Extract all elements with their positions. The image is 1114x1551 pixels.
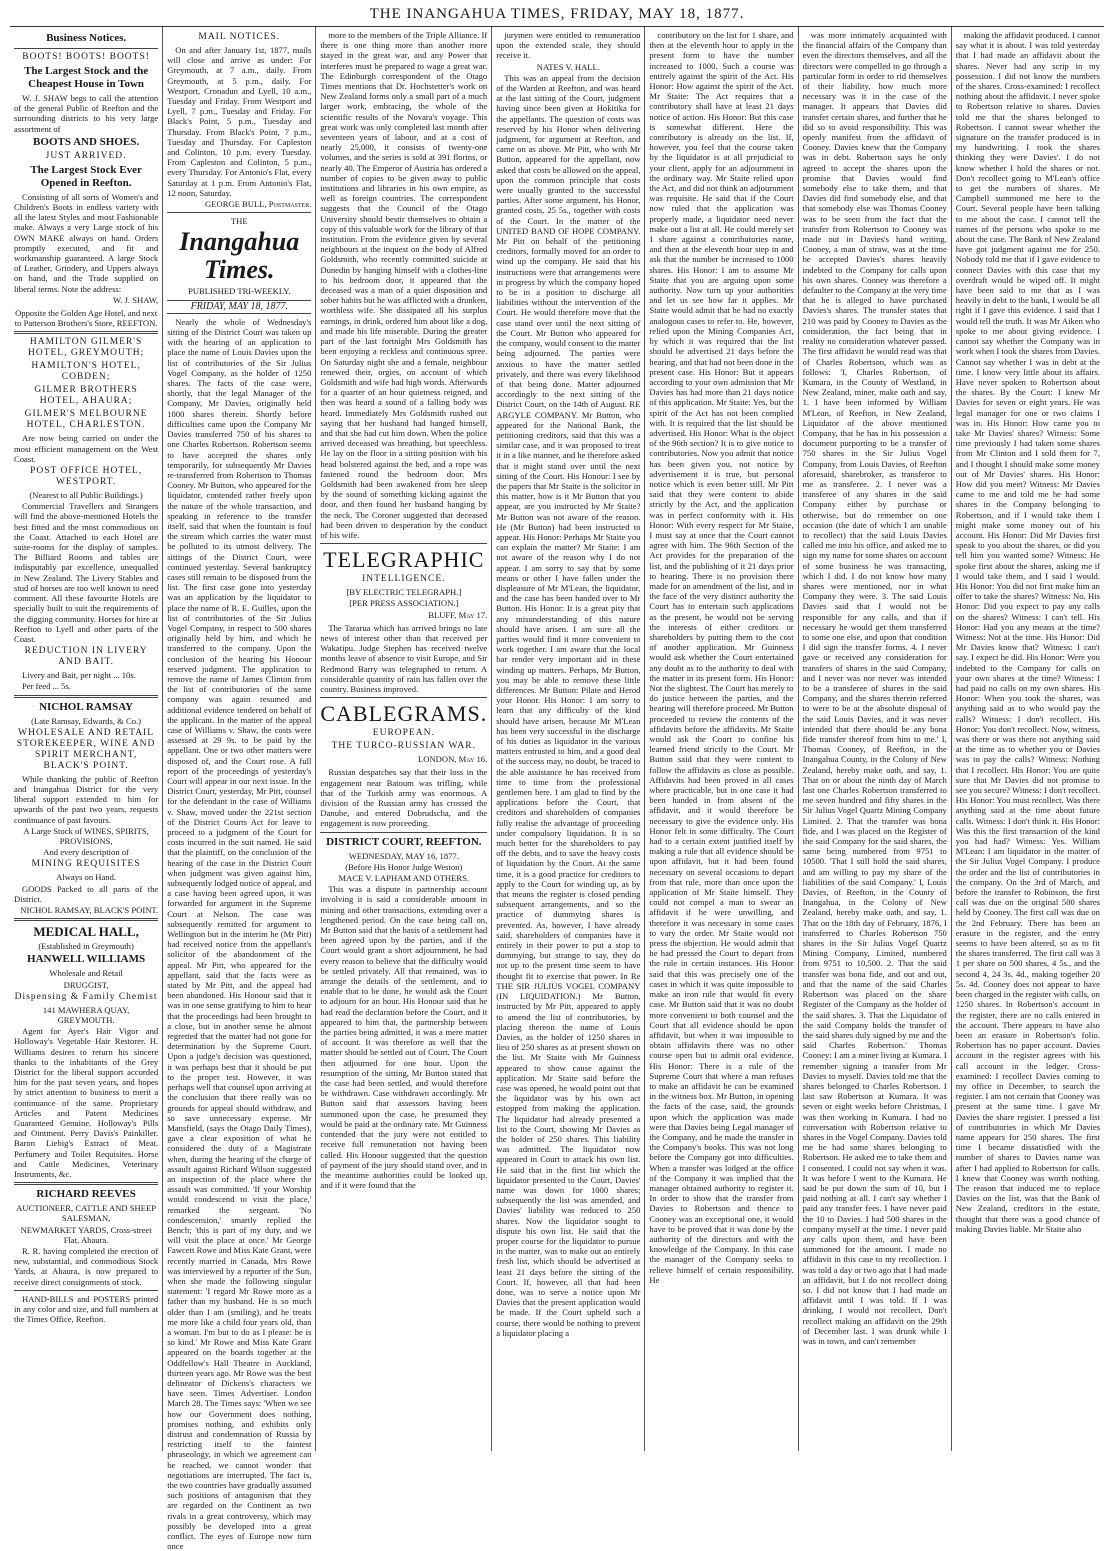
just-arrived: JUST ARRIVED. — [45, 150, 127, 161]
always-on-hand: Always on Hand. — [56, 872, 117, 883]
dispensing-chemist: Dispensing & Family Chemist — [14, 991, 158, 1002]
mining-requisites: MINING REQUISITES — [31, 859, 141, 870]
mail-signature: GEORGE BULL, Postmaster. — [205, 199, 312, 210]
paper-the: THE — [230, 216, 248, 227]
column-6 — [799, 27, 952, 1451]
court-text: This was a dispute in partnership account involving it is said a considerable amount in mining and other transactions, extending over a lengthened period. On the case being call on, Mr Button said that the basis of a settlement had been agreed upon by the parties, and if the Court would grant a short adjournment, he had every reason to believe that the difficulty would be settled privately. All that remained, was to arrange the details of the settlement, and to enable that to be done, he would ask the Court to adjourn for an hour. His Honour said that he had read the declaration before the Court, and it appeared to him that, the partnership between the parties being admitted, it was a mere matter of account. It was therefore as well that the matter should be settled out of Court. The Court then adjourned for one hour. Upon the resumption of the sitting, Mr Button stated that the case had been settled, and would therefore be withdrawn. Case withdrawn accordingly. Mr Button said that assessors having been summoned upon the case, he presumed they would be paid at the ordinary rate. Mr Guinness contended that the jury were not entitled to receive full remuneration not having been called. His Honour suggested that the question of payment of the jury should stand over, and in the meantime authorities could be looked up, and if it were found that the — [320, 884, 488, 1191]
london-date: LONDON, May 16. — [418, 754, 488, 765]
mail-notices-heading: MAIL NOTICES. — [198, 32, 281, 42]
telegraphic-heading: TELEGRAPHIC — [323, 547, 485, 573]
turco-russian-heading: THE TURCO-RUSSIAN WAR. — [331, 741, 476, 752]
court-date: WEDNESDAY, MAY 16, 1877. — [348, 850, 459, 861]
boots-title: BOOTS! BOOTS! BOOTS! — [22, 52, 150, 62]
shaw-text: W. J. SHAW begs to call the attention of the general Public of Reefton and the surrounding districts to his very large assortment of — [14, 93, 159, 134]
editorial-text: Nearly the whole of Wednesday's sitting of the District Court was taken up with the hearing of an application to place the name of Louis Davies upon the list of contributories of the Sir Julius Vogel Company, as the holder of 1250 shares. The facts of the case were, shortly, that the legal Manager of the Company, Mr Davies, originally held 1000 shares therein. Shortly before difficulties came upon the Company Mr Davies transferred 750 of his shares to one Charles Robertson. Robertson seems to have accepted the shares only temporarily, for subsequently Mr Davies re-transferred from Robertson to Thomas Cooney. Mr Button, who appeared for the liquidator, contended rather freely upon the nature of the whole transaction, and speaking in reference to the transfer itself, said that when the fountain is foul the stream which carries the water must be polluted to its utmost delivery. The sittings of the District Court, were continued yesterday. Several bankruptcy cases still remain to be disposed from the list. The first case gone into yesterday was an application by the liquidator to place the name of R. E. Guilles, upon the list of contributories of the Sir Julius Vogel Company, in respect to 500 shares originally held by him, and which he transferred to the company. Upon the conclusion of the hearing his Honour reserved judgment. The application to remove the name of James Clinton from the list of contributories of the same company was again resumed and additional evidence tendered on behalf of the applicant. In the matter of the appeal case of Williams v. Shaw, the costs were assessed at 29 9s. to be paid by the appellant. One or two other matters were disposed of, and the Court rose. A full report of the proceedings of yesterday's Court will appear in our next issue. In the District Court, yesterday, Mr Pitt, counsel for the defendant in the case of Williams v. Shaw, moved under the 221st section of the District Courts Act for leave to proceed to a judgment of the Court for costs incurred in the suit named. He said that the plaintiff, on the conclusion of the hearing of the case in the District Court when judgment was given against him, subsequently lodged notice of appeal, and a case having been agreed upon, it was forwarded for argument in the Supreme Court at Nelson. The case was subsequently remitted for argument to Wellington but in the interim he (Mr Pitt) had received notice from the appellant's solicitor of the abandonment of the appeal. Mr Pitt, who appeared for the appellant, said that the facts were as stated by Mr Pitt, and the appeal had been abandoned. His Honour said that it was in one sense gratifying to him to hear that the proceedings had been brought to a close, but in another sense he almost regretted that the matter had not gone for determination by the Supreme Court. Upon a judge's decision was questioned, it was perhaps best that it should be put to the proper test. However, it was perhaps well that counsel upon arriving at the conclusion that there really was no grounds for appeal should withdraw, and so save unnecessary expense. Mr Mansfield, (says the Otago Daily Times), gave a clear exposition of what he considered the duty of a Magistrate when, during the hearing of the charge of assault against Richard Wilson suggested an inspection of the place where the assault was committed. 'If your Worship would condescend to visit the place,' remarked the sergeant. 'No condescension,' smartly replied the Bench; 'this is part of my duty, and we will visit the place at once.' Mr George Fawcett Rowe and Miss Kate Grant, were recently married in Canada, Mrs Rowe was interviewed by a reporter of the Sun, when she made the following singular statement: 'I regard Mr Rowe more as a father than my husband. He is so much older than I am (smiling), and he treats me more like a child four years old, than a woman. I'm but to do as I please: he is so kind.' Mr Rowe and Miss Kate Grant appeared on the boards together at the Oddfellow's Hall Theatre in Auckland, thirteen years ago. Mr Rowe was the best delineator of Dickens's characters we have seen. Times Advertiser. London March 28. The Times says: 'When we see how our Government does nothing, promises nothing, and exhibits only distrust and condemnation of Russia by restricting itself to the faintest phraseology, in which we agreement can be reached, we cannot wonder that negotiations are interrupted. The fact is, the two countries have gradually assumed such positions of antagonism that they are regarded on the Continent as two rivals in a great controversy, which may possibly be developed into a great conflict. The eyes of Europe now turn once — [167, 316, 312, 1551]
ramsay-desc: And every description of — [43, 847, 129, 858]
livery-price: Livery and Bait, per night ... 10s. — [22, 670, 136, 681]
ramsay-late: (Late Ramsay, Edwards, & Co.) — [31, 715, 142, 726]
col4-text-b: This was an appeal from the decision of the Warden at Reefton, and was heard at the last sitting of the Court, judgment having since been given at Hokitika for the appellants. The question of costs was reserved by his Honor when delivering judgment, for argument at Reefton, and came on as above. Mr Pitt, who with Mr Button, appeared for the appellant, now asked that costs be allowed on the appeal, upon the common principle that costs were usually granted to the successful parties. After some argument, his Honor, granted costs, 25 5s., together with costs of the Court. In the matter of the UNITED BAND OF HOPE COMPANY. Mr Pitt on behalf of the petitioning creditors, formally moved for an order to wind up the company. He said that his instructions were that arrangements were in progress by which the company hoped to be in a position to discharge all liabilities without the intervention of the Court. He would therefore move that the case stand over until the next sitting of the Court. Mr Button who appeared for the company, would consent to the matter being adjourned. The parties were anxious to have the matter settled privately, and there was every likelihood of that being done. Matter adjourned accordingly to the next sitting of the District Court, on the 14th of August. RE ARGYLE COMPANY. Mr Button, who appeared for the National Bank, the petitioning creditors, said that this was a similar case, and it was proposed to treat it in a like manner, and he therefore asked that it might stand over until the next sitting of the Court. His Honour: I see by the papers that Mr Staite is the solicitor in this matter, how is it Mr Button that you appear, are you instructed by Mr Staite? Mr Button was not aware of the reason. He (Mr Button) had been instructed to appear. His Honor: Perhaps Mr Staite you can explain the matter? Mr Staite: I am not aware of the reason why I do not appear. I am sorry to say that by some means or other I have fallen under the displeasure of Mr M'Lean, the liquidator, and the case has been handed over to Mr Button. His Honor: It is a great pity that any misunderstanding of this nature should have arisen. I am sure all the parties would find it more convenient to work together. I am aware that the local bar render very important aid in these winding up matters. Perhaps, Mr Button, you may be able to remove these little differences. Mr Button: Pilate and Herod your Honor. His Honor: I am sorry to learn that any difficulty of the kind should have arisen, because Mr M'Lean has been very successful in the discharge of his duties as liquidator in the various matters entrusted to him, and a good deal of the success may, no doubt, be traced to the able assistance he has received from time to time from the professional gentlemen here. I am glad to find by the applications before the Court, that creditors and shareholders of companies fully realise the advantage of proceeding under compulsory liquidation. It is so much better for the shareholders to pay off the debts, and to save the heavy costs of liquidation by the Court. At the same time, it is a good practice for creditors to apply to the Court for winding up, as by that means the register is closed pending subsequent arrangements, and so the practice of dummying shares is prevented. As, however, I have already said, shareholders of companies have it entirely in their power to put a stop to dummying, but strange to say, they do not up to the present time seem to have thought fit to exercise that power. In Re THE SIR JULIUS VOGEL COMPANY (IN LIQUIDATION.) Mr Button, instructed by Mr Pitt, appeared to apply to amend the list of contributories, by placing thereon the name of Louis Davies, as the holder of 1250 shares in lieu of 250 shares as at present shown on the list. Mr Staite with Mr Guinness appeared to show cause against the application. Mr Staite said before the case was opened, he would point out that the liquidator was by his own act estopped from making the application. The liquidator had already presented a list to the Court, showing Mr Davies as the holder of 250 shares. This liability was admitted. The liquidator now appeared in Court to attack his own list. He said that in the first list which the liquidator presented to the Court, Davies' name was down for 1000 shares; subsequently the list was amended, and Davies' liability was reduced to 250 shares. Now the liquidator sought to dispute his own list. He said that the proper course for the liquidator to pursue in the matter, was to make out an entirely fresh list, which should be advertised at least 21 days before the sitting of the Court. If, however, all that had been done, was to serve a notice upon Mr Davies that the present application would be made. If the Court upheld such a course, there would be nothing to prevent a liquidator placing a — [496, 72, 641, 1338]
case-nates-hall: NATES V. HALL. — [536, 61, 600, 72]
paper-title: Inangahua Times. — [179, 227, 300, 285]
column-2 — [163, 27, 316, 1551]
bluff-date: BLUFF, May 17. — [428, 609, 488, 620]
russian-text: Russian despatches say that their loss in the engagement near Batoum was trifling, while that of the Turkish army was enormous. A division of the Russian army has crossed the Danube, and entered Dobrudscha, and the engagement is now proceeding. — [320, 767, 488, 829]
shaw-body: Consisting of all sorts of Women's and Children's Boots in endless variety with all the latest Styles and most Fashionable make. Always a very Large stock of his OWN MAKE always on hand. Orders promptly executed, and fit and workmanship guaranteed. A large Stock of Leather, Grindery, and Uppers always on hand, and the Trade supplied on liberal terms. Note the address: — [14, 191, 159, 294]
ramsay-body: While thanking the public of Reefton and Inangahua District for the very liberal support extended to him for upwards of the past two years, requests continuance of past favours. — [14, 773, 159, 825]
col6-text: was more intimately acquainted with the financial affairs of the Company than even the directors themselves, and all the directors were compelled to go through a particular form in order to rid themselves of their liability, how much more necessary was it in the case of the manager. It appears that Davies did transfer certain shares, and further that he did so to avoid responsibility. This was openly manifest from the affidavit of Cooney. Davies knew that the Company was in debt. Robertson says he only agreed to accept the shares upon the promise that Davies would find somebody else to take them, and that Davies did find somebody else, and that that somebody else was Thomas Cooney was to be seen from the fact that the transfer from Robertson to Cooney was made out in Davies's hand writing. Cooney, a man of straw, was at the time he accepted Davies's shares heavily indebted to the Company for calls upon his own shares. Cooney was therefore a defaulter to the Company at the very time that he is alleged to have purchased Davies's shares. The transfer states that 210 was paid by Cooney to Davies as the consideration, the fact being that in reality no consideration whatever passed. The first affidavit he would read was that of Charles Robertson, which was as follows: 'I, Charles Robertson, of Kumara, in the County of Westland, in New Zealand, miner, make oath and say, 1. I have been informed by William M'Lean, of Reefton, in New Zealand, Liquidator of the above mentioned Company, that he has in his possession a document purporting to be a transfer of 750 shares in the Sir Julius Vogel Company, from Louis Davies, of Reefton aforesaid, sharebroker, as transferor to me as transferee. 2. I never was a transferee of any shares in the said Company either by purchase or otherwise, but do remember on one occasion (the date of which I am unable to recollect) that the said Louis Davies called me into his office, and asked me to sign my name for some shares on account of some business he was transacting, which I did. I do not know how many shares were mentioned, nor in what Company they were. 3. The said Louis Davies said that I would not be responsible for any calls, and that if necessary he would get them transferred to some one else, and upon that condition I did sign the transfer forms. 4. I never gave or received any consideration for transfers of shares in the said Company, and I never was nor never was intended to be a transferee of shares in the said Company, and the shares therein referred to were to be at the absolute disposal of the said Louis Davies, and it was never intended that there should be any bona fide transfer thereof from him to me.' I, Thomas Cooney, of Reefton, in the Inangahua County, in the Colony of New Zealand, hereby make oath, and say, 1. That on or about the ninth day of March last one Charles Robertson transferred to me seven hundred and fifty shares in the Sir Julius Vogel Quartz Mining Company Limited. 2. That the transfer was bona fide, and I was placed on the Register of the said Company for the said shares, the same being numbered from 9751 to 10500. 'That I still hold the said shares, and am willing to pay my share of the liabilities of the said Company.' I, Louis Davies, of Reefton, in the County of Inangahua, in the Colony of New Zealand, hereby make oath, and say, 1. That on the 18th day of February, 1876, I transferred to Charles Robertson 750 shares in the Sir Julius Vogel Quartz Mining Company, Limited, numbered from 9751 to 10,500. 2. That the said transfer was bona fide, and out and out, and that the name of the said Charles Robertson was placed on the share Register of the Company as the holder of the said shares. 3. That the Liquidator of the said Company holds the transfer of the said shares duly signed by me and the said Charles Robertson.' Thomas Cooney: I am a miner living at Kumara. I remember signing a transfer from Mr Davies to myself. Davies told me that the shares belonged to Charles Robertson. I last saw Robertson at Kumara. It was seven or eight weeks before Christmas, I was then working in Kumara. I had no conversation with Robertson relative to shares in the Vogel Company. Davies told me he had some shares belonging to Robertson. He asked me to take them and I consented. I could not say when it was. It was before I went to the Kumara. He said he put down the sum of 10, but I paid nothing at all. I can't say whether I paid any transfer fees. I have never paid the 10 to Davies. I had 500 shares in the company myself at the time. I never paid any calls upon them, and have been summoned for the amount. I made no affidavit in this case to my recollection. I was told a day or two ago that I had made an affidavit, but I do not recollect doing so. I did not know that I had made an affidavit until I was told. If I was drinking, I would not recollect. Don't recollect making an affidavit on the 29th of December last. I was drunk while I was in town, and can't remember — [802, 30, 947, 1346]
druggist: DRUGGIST, — [63, 979, 109, 990]
ramsay-signature: NICHOL RAMSAY, BLACK'S POINT. — [20, 904, 159, 915]
shaw-address: Opposite the Golden Age Hotel, and next to Patterson Brothers's Store, REEFTON. — [14, 308, 158, 329]
hamilton-hotel: HAMILTON GILMER'S HOTEL, GREYMOUTH; — [27, 337, 145, 359]
gilmer-melbourne-hotel: GILMER'S MELBOURNE HOTEL, CHARLESTON. — [24, 409, 148, 431]
feed-price: Per feed ... 5s. — [22, 681, 71, 692]
column-1 — [10, 27, 163, 1451]
goods-packed: GOODS Packed to all parts of the District. — [14, 883, 159, 904]
col5-text: contributory on the list for 1 share, and then at the eleventh hour to apply in the present form to have the number increased to 1000. Such a course was entirely against the spirit of the Act. His Honor: How against the spirit of the Act. Mr Staite: The Act requires that a contributory shall have at least 21 days notice of action. His Honor: But this case is somewhat different. Here the contributory is already on the list. If, however, you feel that the course taken by the liquidator is at all prejudicial to your client, apply for an adjournment in the ordinary way. Mr Staite relied upon the Act, and did not think an adjournment was requisite. He said that if the Court now ruled that the application was properly made, a liquidator need never make out a list at all. He could merely set 1 share against a contributories name, and then at the eleventh hour step in and ask that the number be increased to 1000 shares. His Honor: I am to assume Mr Staite that you are arguing upon some authority. Now turn up your authorities and let us see how far it applies. Mr Staite would admit that he had no exactly analogous cases to refer to. He, however, relied upon the Mining Companies Act, by which it was required that the list should be advertised 21 days before the hearing, and that had not been done in the present case. His Honor: But it appears according to your own admission that Mr Davies has had more than 21 days notice of this application. Mr Staite: Yes, but the spirit of the Act has not been complied with. It is required that the list should be advertised. His Honor: What is the object of the 96th section? It is to give notice to contributories. Now you admit that notice has been given you, not notice by advertisement it is true, but personal notice which is even better still. Mr Pitt said that they were content to abide strictly by the Act, and the application was in perfect conformity with it. His Honor: With every respect for Mr Staite, I must say at once that the Court cannot agree with him. The 96th Section of the Act provides for the preparation of the list, and the publishing of it 21 days prior to hearing. There is no provision there made for an amendment of the list, and in the face of the very distinct authority the Court has to entertain such applications as the present, he would not be serving the interests of either creditors or shareholders by putting them to the cost of another application. Mr Guinness would ask whether the Court entertained any doubt as to the authority to deal with the matter in its present form. His Honor: Not the slightest. The Court has merely to do justice between the parties, and the hearing will therefore proceed. Mr Button proceeded to review the contents of the affidavits before the affidavits. Mr Staite would ask the Court to confine his learned friend strictly to the Court. Mr Button said that they were content to follow the affidavits as close as possible. Affidavits had been proved in all cases where practicable, but in one case it had been handed in from absent of the affidavit, and it would therefore be necessary to give the evidence only. His Honor felt in some difficulty. The Court had to a certain extent justified itself by making a rule that all evidence should be upon affidavit, but it had been found necessary on several occasions to depart from that rule, more than once upon the application of Mr Staite himself. They could not compel a man to swear an affidavit if he were unwilling, and therefore it was necessary in some cases to vary the order. Mr Staite would not press the objection. He would admit that he had pressed the Court to depart from the rule in certain instances. His Honor said that this was precisely one of the cases in which it was quite impossible to make an iron rule that would fit every case. Mr Button said that it was no doubt more convenient to both counsel and the Court that all evidence should be upon affidavit, but when it was impossible to obtain affidavits there was no other course open but to admit oral evidence. His Honor: There is a rule of the Supreme Court that where a man refuses to make an affidavit he can be examined in the witness box. Mr Button, in opening the facts of the case, said, the grounds upon which the application was made were that Davies being Legal manager of the Company, and he made the transfer in the Company's books. This was not long before the Company got into difficulties. When a transfer was lodged at the office of the Company it was implied that the manager obtained authority to register it. In order to show that the transfer from Davies to Robertson and thence to Cooney was an exceptional one, it would have to be proved that it was done by the authority of the directors and with the knowledge of the Company. In this case the manager of the Company seeks to relieve himself of certain responsibility. He — [649, 30, 794, 1285]
gilmer-brothers-hotel: GILMER BROTHERS HOTEL, AHAURA; — [34, 385, 138, 407]
hanwell-williams: HANWELL WILLIAMS — [27, 953, 146, 966]
reeves-role: AUCTIONEER, CATTLE AND SHEEP SALESMAN, — [16, 1203, 157, 1224]
column-5 — [645, 27, 798, 1451]
shaw-name: W. J. SHAW, — [112, 294, 159, 305]
boots-shoes-heading: BOOTS AND SHOES. — [33, 135, 140, 148]
by-telegraph: [BY ELECTRIC TELEGRAPH.] — [346, 587, 462, 598]
column-7 — [952, 27, 1104, 1451]
medical-body: Agent for Ayer's Hair Vigor and Holloway's Vegetable Hair Restorer. H. Williams desires to return his sincere thanks to the inhabitants of the Grey District for the liberal support accorded him for the past seven years, and hopes by strict attention to business to merit a continuance of the same. Proprietary Articles and Patent Medicines Guaranteed Genuine. Holloway's Pills and Ointment. Perry Davis's Painkiller. Baron Liebig's Extract of Meat. Perfumery and Toilet Requisites. Horse and Cattle Medicines, Veterinary Instruments, &c. — [14, 1026, 159, 1180]
post-office-note: (Nearest to all Public Buildings.) — [29, 490, 143, 501]
col4-text-a: jurymen were entitled to remuneration upon the extended scale, they should receive it. — [496, 30, 641, 61]
ramsay-stock: A Large Stock of WINES, SPIRITS, PROVISIONS, — [23, 825, 149, 846]
mail-body: On and after January 1st, 1877, mails will close and arrive as under: For Greymouth, at 7 a.m., daily. From Greymouth, at 5 p.m., daily. For Westport, Cronadun and Lyell, 10 a.m., Tuesday and Friday. From Westport and Lyell, 7 p.m., Tuesday and Friday. For Black's Point, 5 p.m., Tuesday and Thursday. From Black's Point, 7 p.m., Tuesday and Thursday. For Capleston and Colinton, 10 p.m. every Tuesday. From Capleston and Colinton, 5 p.m., every Thursday. For Antonio's Flat, every Saturday at 1 p.m. From Antonio's Flat, 12 noon, Saturday. — [167, 45, 312, 198]
reeves-place: NEWMARKET YARDS, Cross-street Flat, Ahaura. — [20, 1224, 152, 1245]
post-office-body: Commercial Travellers and Strangers will find the above-mentioned Hotels the best fitted and the most commodious on the Coast. Attached to each Hotel are suite-rooms for the display of samples. The Billiard Rooms and tables are indisputably par excellence, unequalled in New Zealand. The Livery Stables and stud of horses are too well known to need comment. All these favourite Hotels are specially built to suit the requirements of the digging community. Horses for hire at Reefton to Lyell and other parts of the Coast. — [14, 501, 159, 644]
editorial-dateline: FRIDAY, MAY 18, 1877. — [167, 300, 311, 314]
medical-sub: (Established in Greymouth) — [38, 941, 134, 952]
press-association: [PER PRESS ASSOCIATION.] — [349, 598, 459, 609]
ramsay-trade: WHOLESALE AND RETAIL STOREKEEPER, WINE AND SPIRIT MERCHANT, BLACK'S POINT. — [16, 727, 156, 771]
masthead: THE INANGAHUA TIMES, FRIDAY, MAY 18, 1877. — [369, 6, 745, 22]
col3-text-top: more to the members of the Triple Alliance. If there is one thing more than another more stayed in the great war, and any Power that interferes must be prepared to wage a great war. The Edinburgh correspondent of the Otago Times mentions that Dr. Hochstetter's work on New Zealand forms only a small part of a much larger work, embracing, the whole of the scientific results of the Novara's voyage. This great work was only completed last month after seventeen years of labour, and at a cost of nearly 25,000, it consists of twenty-one volumes, and the series is sold at 391 florins, or nearly 40. The Emperor of Austria has ordered a number of copies to be given away to public institutions and libraries in his own empire, as well as foreign countries. The correspondent suggests that the Council of the Otago University should bestir themselves to obtain a copy of this valuable work for the library of that institution. From the evidence given by several neighbours at the inquest on the body of Alfred Goldsmith, who recently committed suicide at Dunedin by hanging himself with a clothes-line to his bedroom door, it appeared that the deceased was a man of a quiet disposition and sober habits but he was afflicted with a drunken, worthless wife. She dissipated all his surplus earnings, in drink, ordered him about like a dog, and made his life miserable. During the greater part of the last fortnight Mrs Goldsmith has been enjoying a reckless and continuous spree. On Saturday night she and a female, neighbour renewed their, orgies, on account of which Goldsmith and wife had high words. Afterwards for a quarter of an hour quietness reigned, and then was heard a sound of a falling body was heard. Immediately Mrs Goldsmith rushed out saying that her husband had hanged himself, and that she had cut him down. When the police arrived deceased was breathing, but speechless. He lay on the floor in a sitting position with his head bolstered against the bed, and a rope was fastened round the bedroom door. Mrs Goldsmith had been awakened from her sleep by the sound of something kicking against the door, and then found her husband hanging by the neck. The Coroner suggested that deceased had been driven to desperation by the conduct of his wife. — [320, 30, 488, 540]
european-heading: EUROPEAN. — [372, 728, 435, 739]
case-mace-lapham: MACE V. LAPHAM AND OTHERS. — [338, 873, 470, 884]
wholesale-retail: Wholesale and Retail — [49, 968, 123, 979]
published-tri-weekly: PUBLISHED TRI-WEEKLY. — [188, 286, 291, 297]
col7-text: making the affidavit produced. I cannot say what it is about. I was told yesterday that I had made an affidavit about the shares. Never had any scrip in my possession. I did not know the numbers of the shares. Cross-examined: I recollect nothing about the affidavit. I never spoke to Robertson relative to shares. Davies told me that the shares belonged to Robertson. I cannot swear whether the signature on the transfer produced is in my handwriting. I took the shares thinking they were Davies'. I do not know whether I hold the shares or not. Don't recollect going to M'Lean's office to get the numbers of shares. Mr Campbell summoned me here to the Court. Several people have been talking to me about the case. I cannot tell the names of the persons who spoke to me about the case. The Bank of New Zealand have got judgment against me for 250. Nobody told me that if I gave evidence to connect Davies with this case that my overdraft would be wiped off. It might have been said to me that as I was heavily in debt to the bank, I would be all right if I gave this evidence. I said that I would tell the truth. It was Mr Aiken who spoke to me about giving evidence. I cannot say whether the Company was in work when I took the shares from Davies. Cannot say whether I was in debt at the time. I know very little about its affairs. Have never spoken to Robertson about the shares. By the Court: I knew Mr Davies for seven or eight years. He was legal manager for one or two claims I was in. His Honor: How came you to take Mr Davies' shares? Witness: Some time previously I had taken some shares from Mr Clinton and I sold them for 7, and I thought I should make some money out of Mr Davies' shares. His Honor: How did you meet? Witness: Mr Davies came to me and told me he had some shares in the Company belonging to Robertson, and if I would take them I might make some money out of his account. His Honor: Did Mr Davies first speak to you about the shares, or did you tell him you wanted some? Witness: He spoke first about the shares, asking me if I would take them, and I said I would. His Honor: You did not first make him an offer to take the shares? Witness: No. His Honor: Did you expect to pay any calls on the shares? Witness: I can't tell. His Honor: Had you any means at the time? Witness: Not at the time. His Honor: Did Mr Davies know that? Witness: I can't say. I expect he did. His Honor: Were you indebted to the Company for calls on your own shares at the time? Witness: I had paid no calls on my own shares. His Honor: When you took the shares, was anything said as to who would pay the calls? Witness: I don't recollect. His Honor: You don't recollect. Now, witness, was there or was there not anything said at the time as to whether you or Davies was to pay the calls? Witness: Nothing that I recollect. His Honor: You are quite sure that Mr Davies did not promise to see you secure? Witness: I don't recollect. His Honor: You must recollect. Was there anything said at the time about future calls. Witness: I don't think it. His Honor: Was this the first transaction of the kind you had had? Witness: Yes. William M'Lean: I am liquidator in the matter of the Sir Julius Vogel Company. I produce the order and the list of contributories in the company. On the 3rd of March, and before the transfer to Robinson, the first call was due on the original 500 shares held by Cooney. The first call was due on the 2nd February. There has been an erasure in the register, and the entry seems to have been altered, so as to fit the shares transferred. The first call was 3 1 per share on 500 shares, 4 5s., and the second 4, 24 3s. 4d., making together 20 5s. 4d. Cooney does not appear to have been charged in the register with calls, on 1250 shares. In Robertson's account in the register, there are no calls entered in the account. There appears to have also been an erasure in Robertson's folio. Robertson has no paper account. Davies account in the register agrees with his call account in the ledger. Cross-examined: I recollect Davies coming to my office in December, to search the register. I am not certain that Cooney was present at the same time. I gave Mr Davies the share register. I pressed a list of contributories in which Mr Davies name appears for 250 shares. The first time I became dissatisfied with the number of shares to Davies name was after I had applied to Robertson for calls. I knew that Cooney was worth nothing. The reason that induced me to replace Davies on the list, was that the Bank of New Zealand, creditors in the estate, thought that there was a good chance of making Davies liable. Mr Staite also — [955, 30, 1100, 1234]
reeves-title: RICHARD REEVES — [36, 1188, 136, 1201]
largest-stock-heading: The Largest Stock and the Cheapest House in Town — [24, 65, 149, 90]
mawhera-address: 141 MAWHERA QUAY, GREYMOUTH. — [42, 1004, 130, 1025]
largest-opened-heading: The Largest Stock Ever Opened in Reefton. — [30, 163, 142, 189]
newspaper-page — [10, 26, 1104, 1551]
handbills-notice: HAND-BILLS and POSTERS printed in any color and size, and full numbers at the Times Office, Reefton. — [14, 1293, 159, 1325]
post-office-hotel: POST OFFICE HOTEL, WESTPORT. — [30, 466, 143, 488]
medical-hall-title: MEDICAL HALL, — [33, 924, 139, 940]
hamilton-hotel-2: HAMILTON'S HOTEL, COBDEN; — [31, 361, 141, 383]
ramsay-title: NICHOL RAMSAY — [39, 700, 134, 713]
reeves-body: R. R. having completed the erection of new, substantial, and commodious Stock Yards, at Ahaura, is now prepared to receive direct consignments of stock. — [14, 1246, 159, 1287]
business-notices-heading: Business Notices. — [46, 32, 127, 44]
district-court-heading: DISTRICT COURT, REEFTON. — [326, 835, 482, 848]
column-3 — [316, 27, 492, 1451]
hotels-body: Are now being carried on under the most efficient management on the West Coast. — [14, 433, 159, 464]
court-before: (Before His Honor Judge Weston) — [345, 861, 463, 872]
cablegrams-heading: CABLEGRAMS. — [320, 701, 488, 727]
reduction-heading: REDUCTION IN LIVERY AND BAIT. — [24, 646, 148, 668]
tararua-text: The Tararua which has arrived brings no late news of interest other than that received per Wakatipu. Judge Stephen has received twelve months leave of absence to visit Europe, and Sir Redmond Barry was telegraphed to return. A considerable quantity of rain has fallen over the country. Business improved. — [320, 622, 488, 694]
column-4 — [492, 27, 645, 1451]
intelligence-heading: INTELLIGENCE. — [362, 574, 446, 585]
